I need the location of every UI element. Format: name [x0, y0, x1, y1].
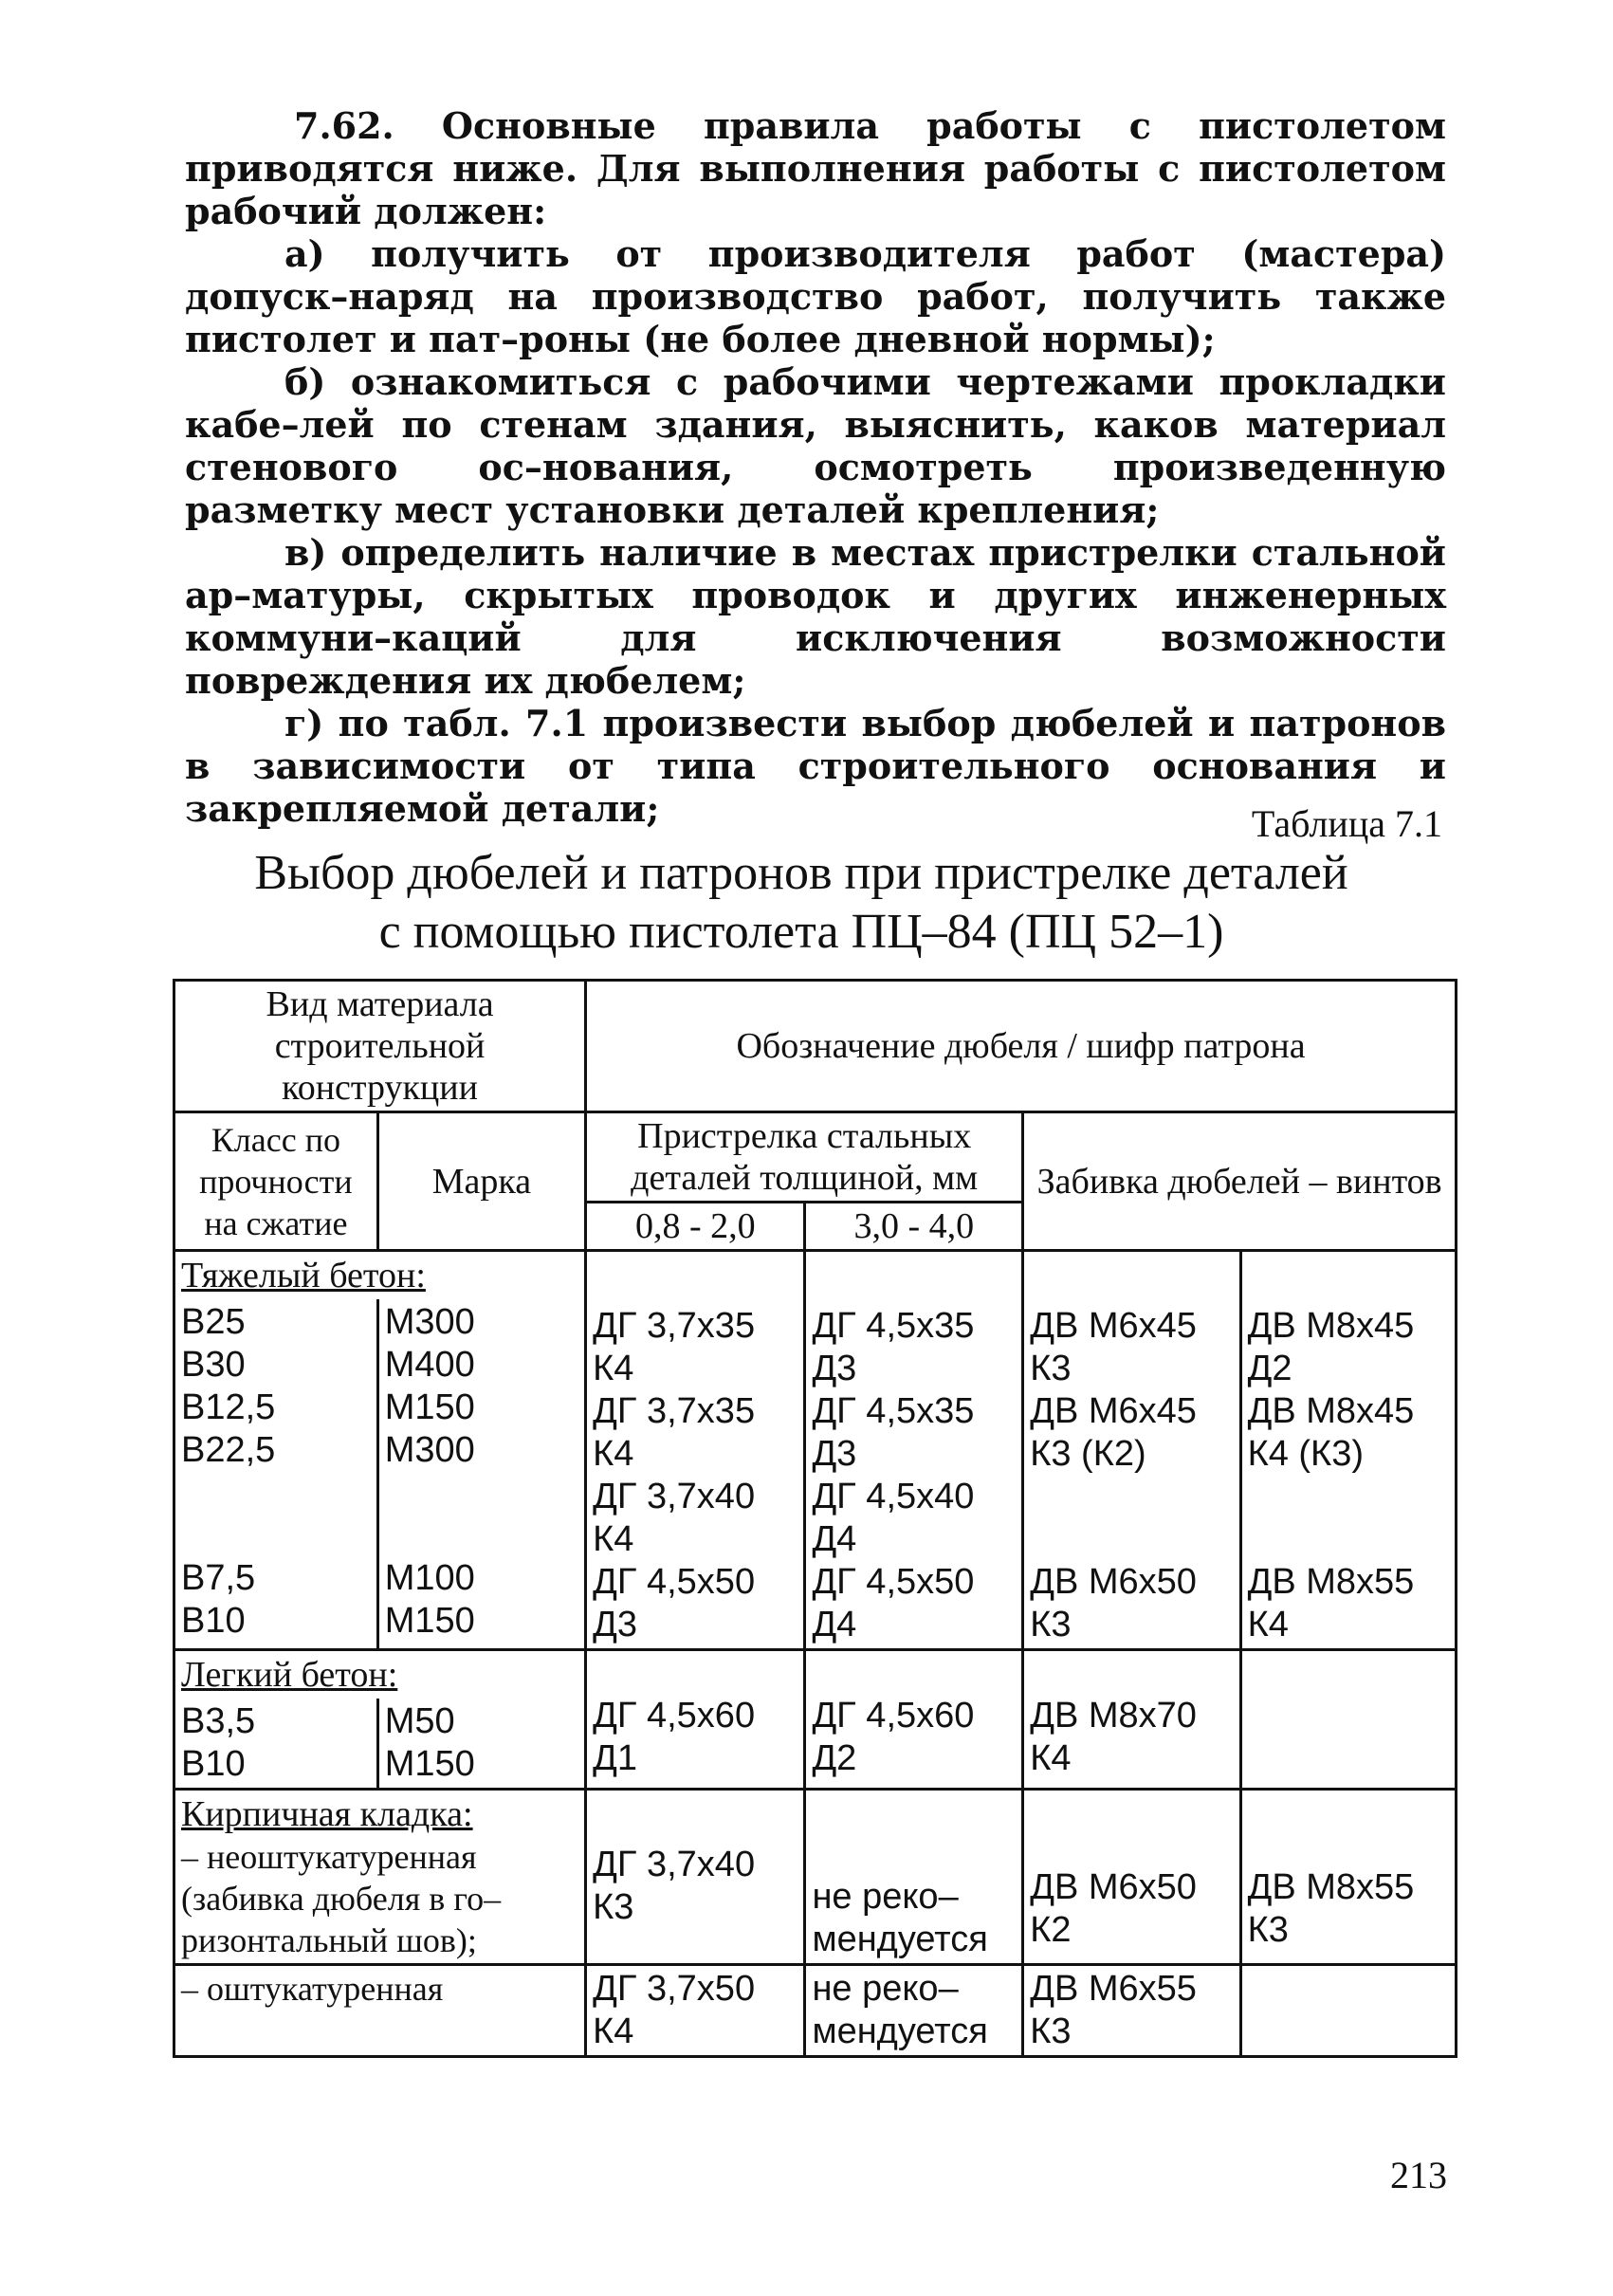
heavy-col-4: ДВ M8x45 Д2 ДВ M8x45 К4 (К3) ДВ M8x55 К4 [1240, 1251, 1456, 1650]
paragraph-7-62: 7.62. Основные правила работы с пистолетом приводятся ниже. Для выполнения работы с пистолетом рабочий должен: [185, 104, 1446, 232]
brick-row-2-col-4 [1240, 1965, 1456, 2057]
body-text [185, 104, 1446, 830]
brick-row-1-col-4: ДВ M8x55 К3 [1240, 1790, 1456, 1965]
brick-row-1-desc [174, 1790, 586, 1965]
page-number: 213 [1390, 2154, 1447, 2196]
table-row [174, 1790, 1457, 1965]
table-title [142, 844, 1460, 962]
section-title-row [174, 1650, 1457, 1699]
heavy-col-1: ДГ 3,7x35 К4 ДГ 3,7x35 К4 ДГ 3,7x40 К4 ДГ 4,5x50 Д3 [586, 1251, 805, 1650]
table-title-line-2: с помощью пистолета ПЦ–84 (ПЦ 52–1) [378, 905, 1224, 959]
header-row-2 [174, 1112, 1457, 1203]
light-class: B3,5 B10 [174, 1699, 378, 1790]
section-title: Легкий бетон: [181, 1655, 398, 1695]
brick-row-2-col-3: ДВ M6x55 К3 [1023, 1965, 1240, 2057]
brick-row-2-desc: – оштукатуренная [174, 1965, 586, 2057]
table-title-line-1: Выбор дюбелей и патронов при пристрелке деталей [254, 846, 1348, 900]
section-title-row [174, 1251, 1457, 1300]
table-row [174, 1965, 1457, 2057]
section-title: Тяжелый бетон: [181, 1256, 426, 1295]
heavy-col-2: ДГ 4,5x35 Д3 ДГ 4,5x35 Д3 ДГ 4,5x40 Д4 ДГ 4,5x50 Д4 [805, 1251, 1023, 1650]
header-thickness-2: 3,0 - 4,0 [805, 1203, 1023, 1251]
header-thickness-1: 0,8 - 2,0 [586, 1203, 805, 1251]
header-driving: Забивка дюбелей – винтов [1023, 1112, 1457, 1251]
heavy-mark: M300 M400 M150 M300 M100 M150 [377, 1299, 585, 1649]
light-col-4 [1240, 1650, 1456, 1790]
brick-row-1-col-2: не реко– мендуется [805, 1790, 1023, 1965]
paragraph-a: а) получить от производителя работ (мастера) допуск–наряд на производство работ, получить также пистолет и пат–роны (не более дневной нормы); [185, 232, 1446, 360]
paragraph-v: в) определить наличие в местах пристрелки стальной ар–матуры, скрытых проводок и других инженерных коммуни–каций для исключения возможности повреждения их дюбелем; [185, 531, 1446, 702]
paragraph-g: г) по табл. 7.1 произвести выбор дюбелей и патронов в зависимости от типа строительного основания и закрепляемой детали; [185, 702, 1446, 830]
header-strength-class: Класс по прочности на сжатие [174, 1112, 378, 1251]
paragraph-b: б) ознакомиться с рабочими чертежами прокладки кабе–лей по стенам здания, выяснить, каков материал стенового ос–нования, осмотреть произведенную разметку мест установки деталей крепления; [185, 360, 1446, 531]
table-label: Таблица 7.1 [1251, 802, 1442, 845]
light-col-2: ДГ 4,5x60 Д2 [805, 1650, 1023, 1790]
brick-row-1-col-1: ДГ 3,7x40 К3 [586, 1790, 805, 1965]
brick-row-2-col-1: ДГ 3,7x50 К4 [586, 1965, 805, 2057]
light-mark: M50 M150 [377, 1699, 585, 1790]
header-shooting: Пристрелка стальных деталей толщиной, мм [586, 1112, 1023, 1203]
dowel-selection-table [173, 979, 1457, 2058]
heavy-col-3: ДВ M6x45 К3 ДВ M6x45 К3 (К2) ДВ M6x50 К3 [1023, 1251, 1240, 1650]
header-mark: Марка [377, 1112, 585, 1251]
section-title: Кирпичная кладка: [181, 1794, 473, 1834]
light-col-1: ДГ 4,5x60 Д1 [586, 1650, 805, 1790]
header-material: Вид материала строительной конструкции [174, 981, 586, 1112]
brick-row-2-col-2: не реко– мендуется [805, 1965, 1023, 2057]
header-row-1 [174, 981, 1457, 1112]
header-designation: Обозначение дюбеля / шифр патрона [586, 981, 1457, 1112]
section-heavy-title [174, 1251, 586, 1300]
brick-row-1-col-3: ДВ M6x50 К2 [1023, 1790, 1240, 1965]
brick-unplastered-text: – неоштукатуренная (забивка дюбеля в го–ризонтальный шов); [181, 1838, 502, 1959]
section-light-title [174, 1650, 586, 1699]
light-col-3: ДВ M8x70 К4 [1023, 1650, 1240, 1790]
heavy-class: B25 B30 B12,5 B22,5 B7,5 B10 [174, 1299, 378, 1649]
